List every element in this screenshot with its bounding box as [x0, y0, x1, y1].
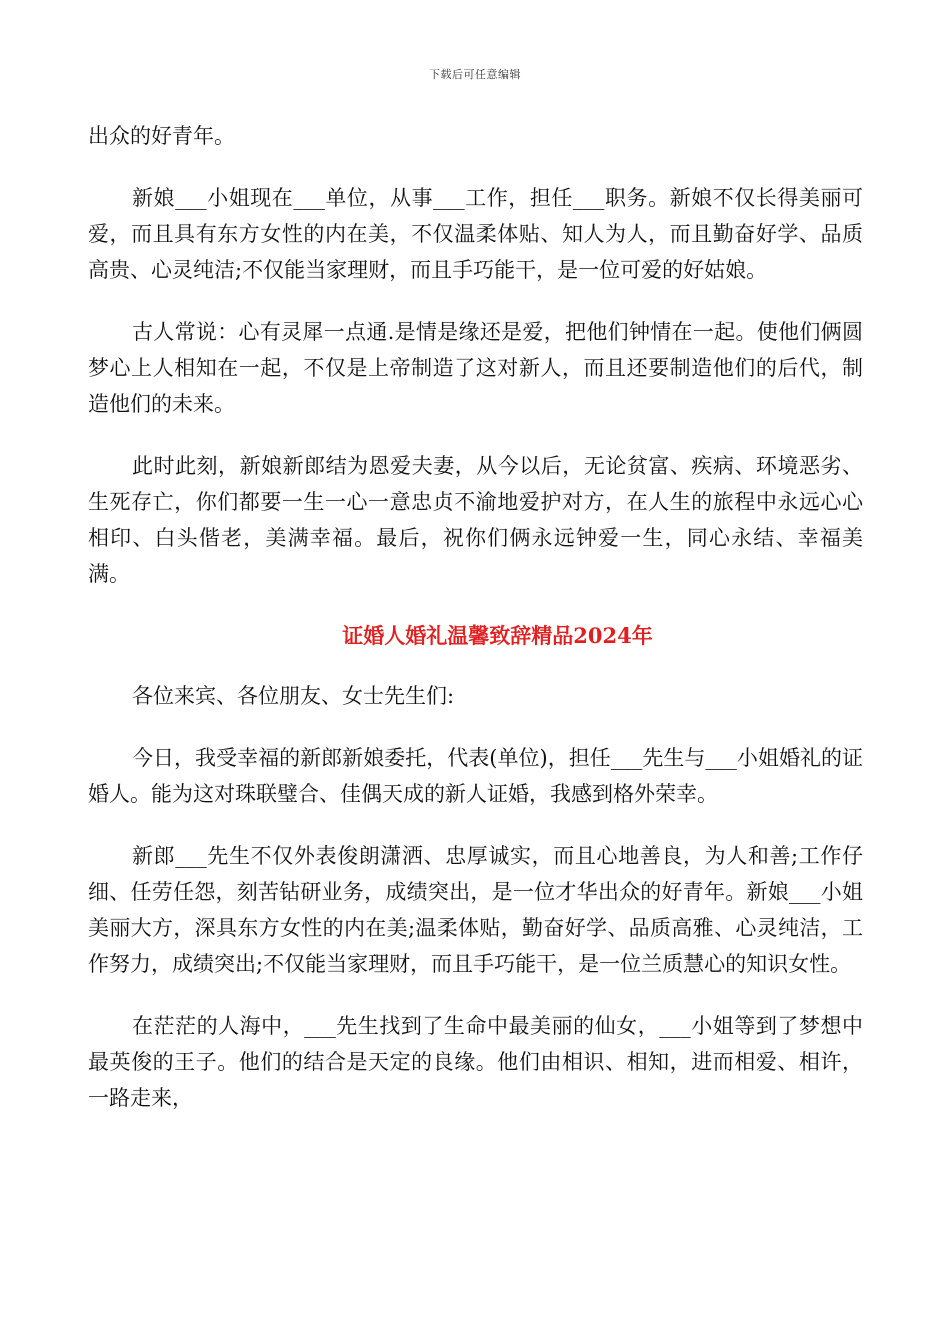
paragraph-entrusted: 今日，我受幸福的新郎新娘委托，代表(单位)，担任___先生与___小姐婚礼的证婚人。能为这对珠联璧合、佳偶天成的新人证婚，我感到格外荣幸。 [88, 746, 863, 806]
paragraph-ancient-saying: 古人常说：心有灵犀一点通.是情是缘还是爱，把他们钟情在一起。使他们俩圆梦心上人相知在一起，不仅是上帝制造了这对新人，而且还要制造他们的后代，制造他们的未来。 [88, 320, 863, 416]
paragraph-blessing: 此时此刻，新娘新郎结为恩爱夫妻，从今以后，无论贫富、疾病、环境恶劣、生死存亡，你们都要一生一心一意忠贞不渝地爱护对方，在人生的旅程中永远心心相印、白头偕老，美满幸福。最后，祝你们俩永远钟爱一生，同心永结、幸福美满。 [88, 454, 863, 586]
paragraph-groom-bride: 新郎___先生不仅外表俊朗潇洒、忠厚诚实，而且心地善良，为人和善;工作仔细、任劳任怨，刻苦钻研业务，成绩突出，是一位才华出众的好青年。新娘___小姐美丽大方，深具东方女性的内在美;温柔体贴，勤奋好学、品质高雅、心灵纯洁，工作努力，成绩突出;不仅能当家理财，而且手巧能干，是一位兰质慧心的知识女性。 [88, 844, 863, 976]
section-title: 证婚人婚礼温馨致辞精品2024年 [342, 623, 653, 648]
document-body [88, 118, 863, 1142]
paragraph-bride-intro: 新娘___小姐现在___单位，从事___工作，担任___职务。新娘不仅长得美丽可爱，而且具有东方女性的内在美，不仅温柔体贴、知人为人，而且勤奋好学、品质高贵、心灵纯洁;不仅能当家理财，而且手巧能干，是一位可爱的好姑娘。 [88, 186, 863, 282]
paragraph-greeting: 各位来宾、各位朋友、女士先生们: [132, 684, 455, 708]
paragraph-destiny: 在茫茫的人海中，___先生找到了生命中最美丽的仙女，___小姐等到了梦想中最英俊的王子。他们的结合是天定的良缘。他们由相识、相知，进而相爱、相许，一路走来， [88, 1014, 863, 1110]
paragraph-continuation: 出众的好青年。 [88, 124, 235, 148]
page-header-note: 下载后可任意编辑 [429, 68, 521, 81]
